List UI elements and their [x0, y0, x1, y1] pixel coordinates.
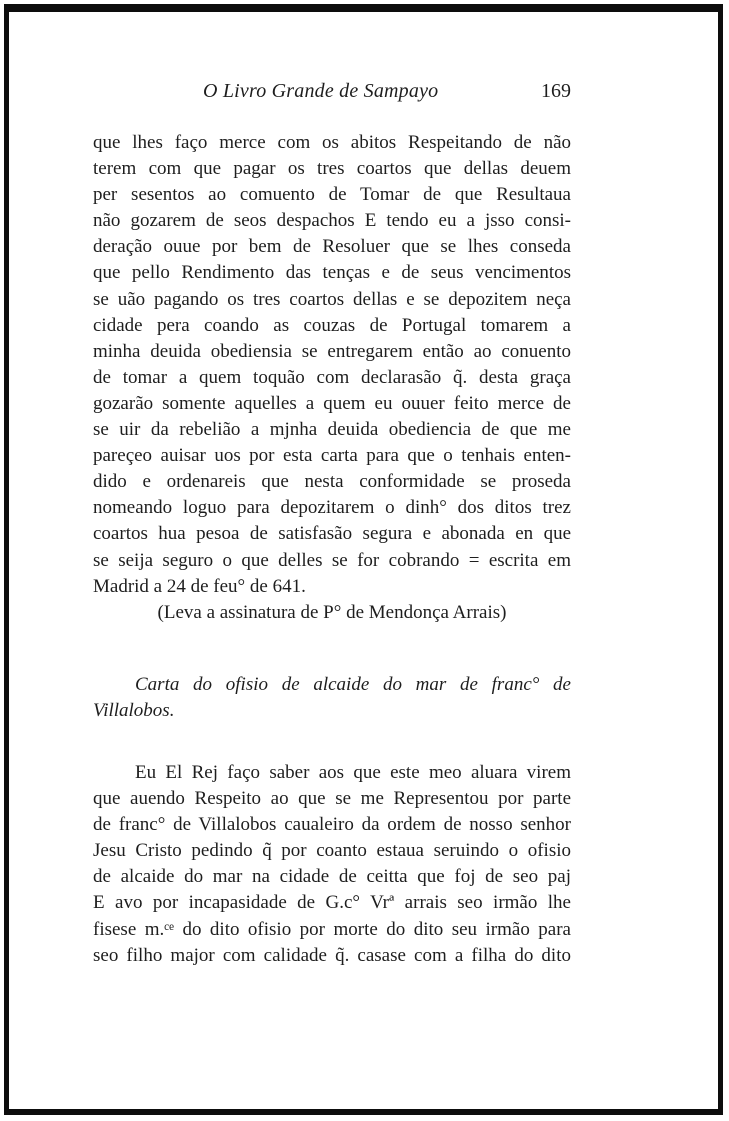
text-line: se seija seguro o que delles se for cobrando = escrita em: [93, 549, 571, 571]
text-line: de tomar a quem toquão com declarasão q̃. desta graça: [93, 366, 571, 388]
section-gap: [93, 626, 571, 672]
paragraph-2: [93, 760, 571, 969]
text-line: se uir da rebelião a mjnha deuida obediencia de que me: [93, 419, 571, 441]
section-heading: [93, 672, 571, 724]
text-line: que pello Rendimento das tenças e de seus vencimentos: [93, 262, 571, 284]
text-line: terem com que pagar os tres coartos que dellas deuem: [93, 158, 571, 180]
text-line: não gozarem de seos despachos E tendo eu a jsso consi-: [93, 210, 571, 232]
text-line: que auendo Respeito ao que se me Representou por parte: [93, 788, 571, 810]
text-line: Madrid a 24 de feu° de 641.: [93, 575, 306, 597]
text-line: de franc° de Villalobos caualeiro da ordem de nosso senhor: [93, 814, 571, 836]
page-body: [93, 130, 571, 969]
text-line: E avo por incapasidade de G.c° Vrª arrais seo irmão lhe: [93, 892, 571, 914]
section-heading-line: Carta do ofisio de alcaide do mar de franc° de: [135, 673, 571, 695]
page-number: 169: [541, 80, 571, 102]
signature-note: (Leva a assinatura de P° de Mendonça Arrais): [157, 601, 507, 623]
text-line: Jesu Cristo pedindo q̃ por coanto estaua seruindo o ofisio: [93, 840, 571, 862]
section-gap: [93, 724, 571, 760]
text-line: dido e ordenareis que nesta conformidade se proseda: [93, 471, 571, 493]
section-heading-line: Villalobos.: [93, 699, 175, 721]
text-line: pareçeo auisar uos por esta carta para que o tenhais enten-: [93, 445, 571, 467]
text-line: seo filho major com calidade q̃. casase com a filha do dito: [93, 944, 571, 966]
text-line: fisese m.ᶜᵉ do dito ofisio por morte do dito seu irmão para: [93, 918, 571, 940]
text-line: que lhes faço merce com os abitos Respeitando de não: [93, 132, 571, 153]
text-line: deração ouue por bem de Resoluer que se lhes conseda: [93, 236, 571, 258]
text-line: nomeando loguo para depozitarem o dinh° dos ditos trez: [93, 497, 571, 519]
text-line: coartos hua pesoa de satisfasão segura e abonada en que: [93, 523, 571, 545]
text-line: Eu El Rej faço saber aos que este meo aluara virem: [135, 761, 571, 783]
running-title: O Livro Grande de Sampayo: [203, 80, 439, 102]
text-line: gozarão somente aquelles a quem eu ouuer feito merce de: [93, 392, 571, 414]
text-line: cidade pera coando as couzas de Portugal tomarem a: [93, 314, 571, 336]
text-line: de alcaide do mar na cidade de ceitta que foj de seo paj: [93, 866, 571, 888]
text-line: per sesentos ao comuento de Tomar de que Resultaua: [93, 184, 571, 206]
text-line: se uão pagando os tres coartos dellas e se depozitem neça: [93, 288, 571, 310]
paragraph-1: [93, 130, 571, 600]
text-line: minha deuida obediensia se entregarem então ao conuento: [93, 340, 571, 362]
